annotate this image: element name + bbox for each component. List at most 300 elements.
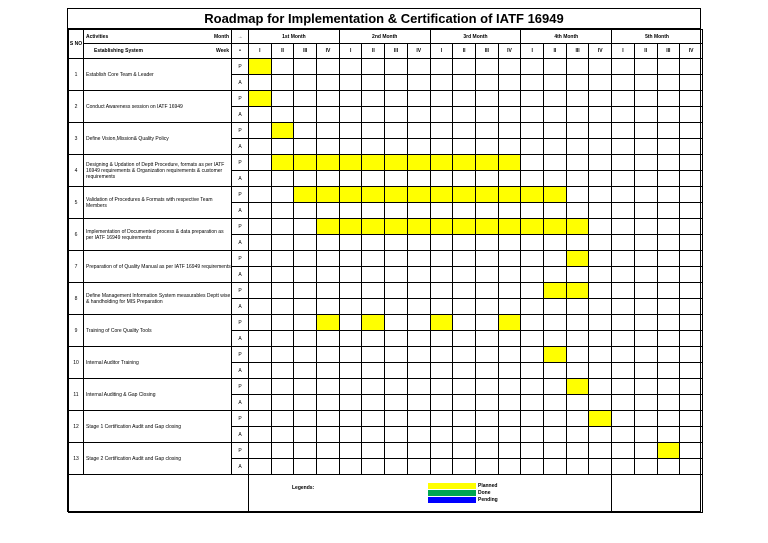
planned-cell xyxy=(339,155,362,171)
week-cell-actual xyxy=(317,235,340,251)
week-cell-plan xyxy=(339,347,362,363)
week-cell-plan xyxy=(271,347,294,363)
week-cell-actual xyxy=(271,171,294,187)
week-cell-plan xyxy=(566,187,589,203)
week-cell-plan xyxy=(498,251,521,267)
planned-cell xyxy=(271,123,294,139)
week-cell-plan xyxy=(589,155,612,171)
week-cell-actual xyxy=(566,75,589,91)
week-cell-plan xyxy=(566,59,589,75)
week-cell-actual xyxy=(612,267,635,283)
week-cell-plan xyxy=(317,251,340,267)
plan-marker: P xyxy=(232,315,249,331)
week-cell-actual xyxy=(385,203,408,219)
week-cell-plan xyxy=(612,155,635,171)
week-cell-actual xyxy=(475,171,498,187)
table-row xyxy=(69,187,703,203)
week-cell-plan xyxy=(294,379,317,395)
week-cell-actual xyxy=(271,235,294,251)
week-header: III xyxy=(385,44,408,59)
week-cell-plan xyxy=(634,187,657,203)
week-cell-actual xyxy=(498,331,521,347)
week-cell-plan xyxy=(475,443,498,459)
week-cell-actual xyxy=(566,331,589,347)
week-cell-actual xyxy=(475,363,498,379)
week-cell-actual xyxy=(249,139,272,155)
week-cell-plan xyxy=(294,347,317,363)
week-cell-actual xyxy=(339,107,362,123)
actual-marker: A xyxy=(232,363,249,379)
week-header: II xyxy=(544,44,567,59)
week-cell-actual xyxy=(657,363,680,379)
week-header: III xyxy=(294,44,317,59)
week-cell-plan xyxy=(453,59,476,75)
week-cell-actual xyxy=(657,331,680,347)
week-cell-plan xyxy=(249,251,272,267)
week-cell-actual xyxy=(407,171,430,187)
week-cell-actual xyxy=(362,395,385,411)
week-cell-actual xyxy=(453,235,476,251)
week-cell-actual xyxy=(612,203,635,219)
week-cell-actual xyxy=(657,267,680,283)
week-cell-actual xyxy=(430,139,453,155)
week-cell-plan xyxy=(589,123,612,139)
week-cell-actual xyxy=(271,299,294,315)
week-cell-actual xyxy=(475,299,498,315)
planned-cell xyxy=(475,155,498,171)
week-cell-plan xyxy=(612,411,635,427)
week-cell-plan xyxy=(521,155,544,171)
week-cell-actual xyxy=(339,395,362,411)
week-cell-plan xyxy=(271,411,294,427)
plan-marker: P xyxy=(232,59,249,75)
week-cell-actual xyxy=(317,395,340,411)
planned-cell xyxy=(430,155,453,171)
week-cell-plan xyxy=(589,283,612,299)
plan-marker: P xyxy=(232,379,249,395)
week-cell-actual xyxy=(453,299,476,315)
week-cell-plan xyxy=(680,251,703,267)
week-cell-actual xyxy=(521,395,544,411)
week-cell-actual xyxy=(521,235,544,251)
week-cell-actual xyxy=(589,139,612,155)
week-cell-actual xyxy=(317,107,340,123)
week-cell-actual xyxy=(680,203,703,219)
row-sno: 6 xyxy=(69,219,84,251)
week-cell-actual xyxy=(589,331,612,347)
week-cell-plan xyxy=(634,443,657,459)
activities-header xyxy=(84,30,232,44)
week-cell-actual xyxy=(294,203,317,219)
week-cell-actual xyxy=(544,75,567,91)
week-cell-plan xyxy=(475,251,498,267)
week-cell-plan xyxy=(430,91,453,107)
week-cell-actual xyxy=(544,203,567,219)
week-cell-actual xyxy=(566,395,589,411)
week-cell-actual xyxy=(498,363,521,379)
planned-cell xyxy=(453,219,476,235)
week-cell-plan xyxy=(453,443,476,459)
planned-cell xyxy=(566,283,589,299)
week-cell-actual xyxy=(430,459,453,475)
plan-marker: P xyxy=(232,91,249,107)
planned-cell xyxy=(317,315,340,331)
week-cell-actual xyxy=(453,203,476,219)
week-cell-actual xyxy=(657,427,680,443)
week-cell-plan xyxy=(498,123,521,139)
week-cell-plan xyxy=(385,91,408,107)
week-cell-actual xyxy=(589,235,612,251)
week-cell-plan xyxy=(271,59,294,75)
week-cell-actual xyxy=(294,107,317,123)
planned-cell xyxy=(498,155,521,171)
row-activity: Internal Auditing & Gap Closing xyxy=(84,379,232,411)
week-cell-plan xyxy=(544,155,567,171)
week-cell-plan xyxy=(589,219,612,235)
row-sno: 5 xyxy=(69,187,84,219)
table-row xyxy=(69,411,703,427)
week-cell-plan xyxy=(589,347,612,363)
week-cell-plan xyxy=(407,315,430,331)
week-cell-actual xyxy=(317,171,340,187)
week-cell-plan xyxy=(407,123,430,139)
week-cell-plan xyxy=(544,251,567,267)
week-cell-plan xyxy=(249,347,272,363)
week-cell-actual xyxy=(407,235,430,251)
week-cell-plan xyxy=(385,59,408,75)
week-cell-actual xyxy=(544,139,567,155)
week-cell-actual xyxy=(453,75,476,91)
week-cell-actual xyxy=(498,171,521,187)
planned-cell xyxy=(544,283,567,299)
week-cell-actual xyxy=(362,75,385,91)
week-cell-actual xyxy=(271,203,294,219)
week-cell-plan xyxy=(544,411,567,427)
week-cell-plan xyxy=(271,443,294,459)
row-activity: Conduct Awareness session on IATF 16949 xyxy=(84,91,232,123)
week-cell-actual xyxy=(544,363,567,379)
week-cell-plan xyxy=(680,347,703,363)
plan-marker: P xyxy=(232,155,249,171)
week-cell-plan xyxy=(249,219,272,235)
week-cell-actual xyxy=(521,267,544,283)
table-row xyxy=(69,251,703,267)
week-cell-actual xyxy=(317,459,340,475)
week-cell-actual xyxy=(612,459,635,475)
table-row xyxy=(69,379,703,395)
week-cell-plan xyxy=(612,219,635,235)
week-cell-actual xyxy=(680,171,703,187)
planned-cell xyxy=(249,59,272,75)
week-cell-actual xyxy=(475,427,498,443)
week-cell-plan xyxy=(612,443,635,459)
week-cell-plan xyxy=(657,283,680,299)
week-cell-actual xyxy=(566,139,589,155)
week-cell-actual xyxy=(294,235,317,251)
week-header: IV xyxy=(317,44,340,59)
week-cell-plan xyxy=(339,315,362,331)
week-cell-plan xyxy=(271,219,294,235)
actual-marker: A xyxy=(232,331,249,347)
week-cell-actual xyxy=(339,427,362,443)
week-cell-actual xyxy=(634,299,657,315)
week-cell-plan xyxy=(362,59,385,75)
week-cell-actual xyxy=(385,331,408,347)
planned-cell xyxy=(498,315,521,331)
week-cell-actual xyxy=(407,459,430,475)
week-cell-actual xyxy=(680,427,703,443)
week-cell-actual xyxy=(566,203,589,219)
week-cell-plan xyxy=(634,411,657,427)
week-cell-plan xyxy=(498,91,521,107)
week-cell-actual xyxy=(498,203,521,219)
week-cell-actual xyxy=(612,107,635,123)
week-cell-actual xyxy=(475,235,498,251)
actual-marker: A xyxy=(232,299,249,315)
week-cell-plan xyxy=(271,283,294,299)
week-cell-plan xyxy=(657,187,680,203)
table-row xyxy=(69,315,703,331)
week-cell-actual xyxy=(589,299,612,315)
row-activity: Establish Core Team & Leader xyxy=(84,59,232,91)
week-cell-actual xyxy=(521,203,544,219)
week-cell-plan xyxy=(407,347,430,363)
planned-cell xyxy=(294,187,317,203)
week-cell-plan xyxy=(475,123,498,139)
week-cell-plan xyxy=(657,123,680,139)
week-cell-actual xyxy=(271,395,294,411)
week-cell-plan xyxy=(498,411,521,427)
actual-marker: A xyxy=(232,267,249,283)
table-row xyxy=(69,283,703,299)
week-cell-plan xyxy=(566,347,589,363)
week-cell-actual xyxy=(362,139,385,155)
actual-marker: A xyxy=(232,171,249,187)
week-cell-plan xyxy=(657,379,680,395)
planned-cell xyxy=(544,347,567,363)
week-cell-actual xyxy=(680,107,703,123)
week-cell-actual xyxy=(566,459,589,475)
establishing-header xyxy=(84,44,232,59)
week-cell-actual xyxy=(362,331,385,347)
week-cell-actual xyxy=(385,171,408,187)
row-activity: Implementation of Documented process & data preparation as per IATF 16949 requirements xyxy=(84,219,232,251)
week-cell-plan xyxy=(475,283,498,299)
week-cell-plan xyxy=(385,251,408,267)
week-cell-actual xyxy=(430,299,453,315)
activities-label: Activities xyxy=(86,33,109,40)
week-cell-plan xyxy=(657,251,680,267)
week-cell-actual xyxy=(657,203,680,219)
week-cell-plan xyxy=(249,155,272,171)
week-cell-actual xyxy=(362,235,385,251)
week-cell-plan xyxy=(294,411,317,427)
week-cell-plan xyxy=(362,379,385,395)
week-cell-plan xyxy=(407,59,430,75)
week-cell-actual xyxy=(521,171,544,187)
week-cell-actual xyxy=(294,427,317,443)
week-cell-plan xyxy=(680,59,703,75)
week-cell-plan xyxy=(317,91,340,107)
row-sno: 2 xyxy=(69,91,84,123)
row-sno: 4 xyxy=(69,155,84,187)
legend-label: Legends: xyxy=(292,485,315,491)
table-row xyxy=(69,219,703,235)
week-cell-actual xyxy=(430,363,453,379)
plan-marker: P xyxy=(232,443,249,459)
week-cell-plan xyxy=(339,91,362,107)
planned-cell xyxy=(339,187,362,203)
month-header: 3rd Month xyxy=(430,30,521,44)
week-cell-plan xyxy=(589,315,612,331)
week-cell-actual xyxy=(544,395,567,411)
table-row xyxy=(69,443,703,459)
week-cell-plan xyxy=(339,411,362,427)
planned-cell xyxy=(385,155,408,171)
week-cell-plan xyxy=(339,443,362,459)
planned-cell xyxy=(385,219,408,235)
week-cell-actual xyxy=(475,75,498,91)
week-cell-actual xyxy=(566,363,589,379)
week-cell-plan xyxy=(657,315,680,331)
planned-cell xyxy=(566,379,589,395)
week-cell-actual xyxy=(612,75,635,91)
row-activity: Internal Auditor Training xyxy=(84,347,232,379)
week-cell-actual xyxy=(249,331,272,347)
week-cell-actual xyxy=(475,459,498,475)
week-cell-plan xyxy=(407,91,430,107)
week-cell-actual xyxy=(294,395,317,411)
planned-cell xyxy=(430,219,453,235)
row-sno: 9 xyxy=(69,315,84,347)
week-label: Week xyxy=(216,48,229,54)
week-cell-plan xyxy=(680,443,703,459)
week-cell-actual xyxy=(589,171,612,187)
week-cell-plan xyxy=(317,347,340,363)
week-cell-plan xyxy=(612,347,635,363)
week-cell-actual xyxy=(271,459,294,475)
week-cell-plan xyxy=(339,379,362,395)
plan-marker: P xyxy=(232,187,249,203)
planned-cell xyxy=(362,219,385,235)
week-cell-plan xyxy=(634,219,657,235)
week-cell-actual xyxy=(521,363,544,379)
plan-marker: P xyxy=(232,123,249,139)
planned-cell xyxy=(430,187,453,203)
week-cell-plan xyxy=(634,347,657,363)
week-cell-plan xyxy=(339,283,362,299)
week-cell-plan xyxy=(521,91,544,107)
planned-cell xyxy=(544,187,567,203)
week-cell-actual xyxy=(680,459,703,475)
week-cell-plan xyxy=(680,411,703,427)
week-cell-plan xyxy=(385,379,408,395)
planned-cell xyxy=(475,187,498,203)
week-cell-actual xyxy=(294,459,317,475)
planned-cell xyxy=(249,91,272,107)
footer-cell-left xyxy=(69,475,249,513)
week-cell-actual xyxy=(271,427,294,443)
week-cell-plan xyxy=(430,123,453,139)
week-cell-actual xyxy=(317,427,340,443)
week-cell-actual xyxy=(498,459,521,475)
week-cell-plan xyxy=(634,283,657,299)
week-cell-plan xyxy=(294,91,317,107)
week-cell-actual xyxy=(249,107,272,123)
week-cell-plan xyxy=(680,219,703,235)
week-cell-actual xyxy=(498,395,521,411)
legend-pending-label: Pending xyxy=(478,497,498,503)
week-cell-plan xyxy=(612,123,635,139)
week-cell-actual xyxy=(317,75,340,91)
legend-done-swatch xyxy=(428,490,476,496)
month-label: Month xyxy=(214,33,229,40)
table-row xyxy=(69,347,703,363)
week-cell-actual xyxy=(566,299,589,315)
week-cell-actual xyxy=(498,139,521,155)
week-cell-actual xyxy=(407,107,430,123)
row-sno: 12 xyxy=(69,411,84,443)
week-cell-plan xyxy=(362,347,385,363)
week-cell-plan xyxy=(498,347,521,363)
row-activity: Define Management Information System measurables Deptt wise & handholding for MIS Preparation xyxy=(84,283,232,315)
week-cell-plan xyxy=(657,91,680,107)
actual-marker: A xyxy=(232,459,249,475)
row-sno: 8 xyxy=(69,283,84,315)
week-cell-plan xyxy=(680,91,703,107)
week-cell-actual xyxy=(521,459,544,475)
week-cell-plan xyxy=(612,187,635,203)
week-cell-actual xyxy=(339,203,362,219)
week-cell-actual xyxy=(634,171,657,187)
week-cell-plan xyxy=(317,283,340,299)
week-cell-plan xyxy=(294,251,317,267)
week-cell-actual xyxy=(362,107,385,123)
plan-marker: P xyxy=(232,283,249,299)
planned-cell xyxy=(317,155,340,171)
week-cell-actual xyxy=(407,299,430,315)
week-cell-actual xyxy=(498,267,521,283)
week-cell-actual xyxy=(544,267,567,283)
week-cell-plan xyxy=(634,59,657,75)
week-cell-plan xyxy=(453,251,476,267)
week-cell-plan xyxy=(294,219,317,235)
week-cell-plan xyxy=(249,123,272,139)
week-header: III xyxy=(475,44,498,59)
week-cell-actual xyxy=(634,395,657,411)
week-cell-actual xyxy=(339,171,362,187)
week-cell-actual xyxy=(657,235,680,251)
week-cell-actual xyxy=(544,459,567,475)
week-cell-plan xyxy=(475,347,498,363)
week-cell-actual xyxy=(453,459,476,475)
week-cell-plan xyxy=(521,59,544,75)
week-cell-plan xyxy=(498,379,521,395)
week-cell-plan xyxy=(407,411,430,427)
week-cell-plan xyxy=(521,251,544,267)
week-cell-actual xyxy=(657,299,680,315)
week-cell-actual xyxy=(589,75,612,91)
week-cell-plan xyxy=(249,379,272,395)
week-cell-actual xyxy=(339,363,362,379)
week-cell-actual xyxy=(385,459,408,475)
week-header: III xyxy=(566,44,589,59)
week-cell-plan xyxy=(657,411,680,427)
month-header: 5th Month xyxy=(612,30,703,44)
week-cell-actual xyxy=(498,299,521,315)
week-cell-actual xyxy=(407,139,430,155)
week-cell-plan xyxy=(249,187,272,203)
